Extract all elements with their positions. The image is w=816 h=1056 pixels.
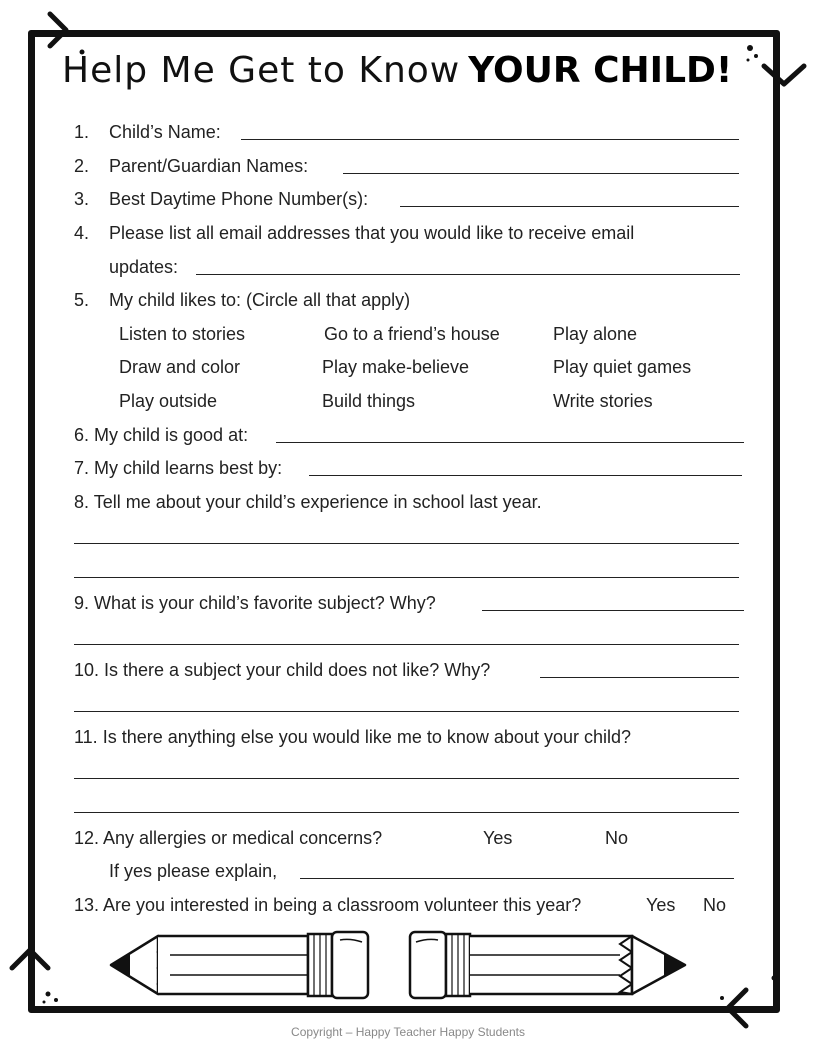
question-13-label: 13. Are you interested in being a classroom volunteer this year?	[74, 895, 582, 915]
question-number-3: 3.	[74, 189, 90, 209]
question-6-label: 6. My child is good at:	[74, 425, 249, 445]
allergies-yes-option[interactable]: Yes	[483, 828, 513, 848]
option-play-outside[interactable]: Play outside	[119, 391, 218, 411]
phone-number-field[interactable]	[400, 206, 739, 207]
volunteer-no-option[interactable]: No	[703, 895, 727, 915]
anything-else-line-2[interactable]	[74, 812, 739, 813]
question-8-label: 8. Tell me about your child’s experience in school last year.	[74, 492, 542, 512]
question-1-label: Child’s Name:	[109, 122, 221, 142]
allergies-explain-field[interactable]	[300, 878, 734, 879]
favorite-subject-line-2[interactable]	[74, 644, 739, 645]
question-7-label: 7. My child learns best by:	[74, 458, 283, 478]
pencil-left-icon	[108, 928, 374, 1000]
option-play-alone[interactable]: Play alone	[553, 324, 638, 344]
copyright-footer: Copyright – Happy Teacher Happy Students	[291, 1025, 525, 1039]
email-addresses-field[interactable]	[196, 274, 740, 275]
arrow-decoration-bottom-left	[4, 938, 64, 1008]
question-4-label: Please list all email addresses that you would like to receive email	[109, 223, 635, 243]
question-number-1: 1.	[74, 122, 90, 142]
learns-best-field[interactable]	[309, 475, 742, 476]
question-number-2: 2.	[74, 156, 90, 176]
good-at-field[interactable]	[276, 442, 744, 443]
title-text: Help Me Get to Know	[62, 50, 461, 91]
title-emphasis: YOUR CHILD!	[468, 50, 733, 91]
question-11-label: 11. Is there anything else you would like me to know about your child?	[74, 727, 631, 747]
question-5-label: My child likes to: (Circle all that apply)	[109, 290, 411, 310]
disliked-subject-field[interactable]	[540, 677, 739, 678]
page-title	[62, 50, 762, 110]
option-play-quiet-games[interactable]: Play quiet games	[553, 357, 692, 377]
question-2-label: Parent/Guardian Names:	[109, 156, 309, 176]
option-write-stories[interactable]: Write stories	[553, 391, 653, 411]
question-10-label: 10. Is there a subject your child does not like? Why?	[74, 660, 491, 680]
question-9-label: 9. What is your child’s favorite subject? Why?	[74, 593, 436, 613]
child-name-field[interactable]	[241, 139, 739, 140]
option-build-things[interactable]: Build things	[322, 391, 416, 411]
option-go-to-friends-house[interactable]: Go to a friend’s house	[324, 324, 500, 344]
allergies-no-option[interactable]: No	[605, 828, 629, 848]
question-3-label: Best Daytime Phone Number(s):	[109, 189, 369, 209]
school-experience-line-1[interactable]	[74, 543, 739, 544]
question-12-continuation: If yes please explain,	[109, 861, 278, 881]
question-number-4: 4.	[74, 223, 90, 243]
question-4-continuation: updates:	[109, 257, 179, 277]
option-draw-and-color[interactable]: Draw and color	[119, 357, 241, 377]
volunteer-yes-option[interactable]: Yes	[646, 895, 676, 915]
option-listen-to-stories[interactable]: Listen to stories	[119, 324, 246, 344]
disliked-subject-line-2[interactable]	[74, 711, 739, 712]
option-play-make-believe[interactable]: Play make-believe	[322, 357, 470, 377]
question-number-5: 5.	[74, 290, 90, 310]
favorite-subject-field[interactable]	[482, 610, 744, 611]
anything-else-line-1[interactable]	[74, 778, 739, 779]
school-experience-line-2[interactable]	[74, 577, 739, 578]
question-12-label: 12. Any allergies or medical concerns?	[74, 828, 383, 848]
pencil-right-icon	[406, 928, 688, 1000]
parent-guardian-names-field[interactable]	[343, 173, 739, 174]
